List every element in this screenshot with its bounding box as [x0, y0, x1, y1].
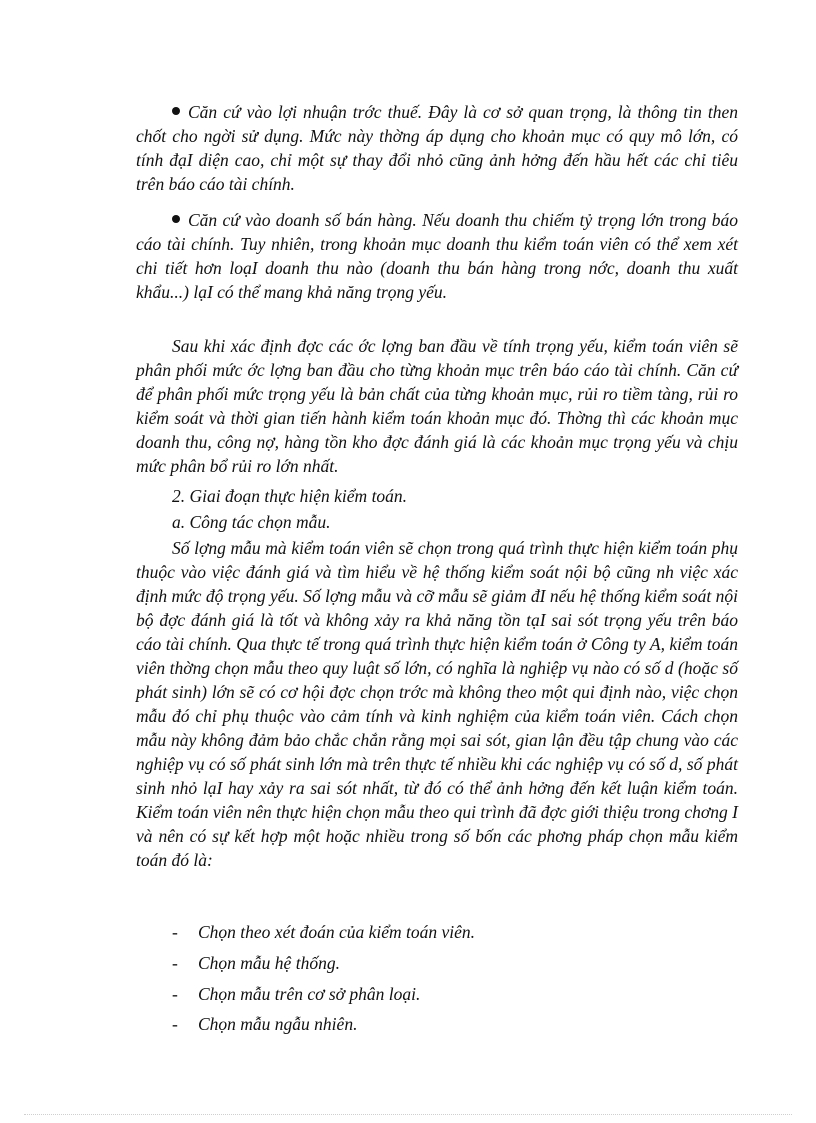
dash-icon: -: [172, 922, 178, 942]
heading-text: 2. Giai đoạn thực hiện kiểm toán.: [172, 486, 408, 506]
method-list-item: [172, 920, 475, 944]
method-text: Chọn mẫu ngẫu nhiên.: [198, 1014, 358, 1034]
method-text: Chọn mẫu hệ thống.: [198, 953, 340, 973]
bullet-text: Căn cứ vào lợi nhuận trớc thuế. Đây là cơ sở quan trọng, là thông tin then chốt cho ngời sử dụng. Mức này thờng áp dụng cho khoản mục có quy mô lớn, có tính đạI diện cao, chỉ một sự thay đổi nhỏ cũng ảnh hởng đến hầu hết các chỉ tiêu trên báo cáo tài chính.: [136, 102, 738, 194]
dash-icon: -: [172, 1014, 178, 1034]
dash-icon: -: [172, 984, 178, 1004]
bullet-item: [136, 208, 738, 304]
bullet-item: [136, 100, 738, 196]
footer-divider: [24, 1114, 792, 1115]
sampling-heading: [136, 510, 738, 534]
sampling-paragraph: [136, 536, 738, 872]
paragraph-text: Sau khi xác định đợc các ớc lợng ban đầu về tính trọng yếu, kiểm toán viên sẽ phân phối mức ớc lợng ban đầu cho từng khoản mục trên báo cáo tài chính. Căn cứ để phân phối mức trọng yếu là bản chất của từng khoản mục, rủi ro tiềm tàng, rủi ro kiểm soát và thời gian tiến hành kiểm toán khoản mục đó. Thờng thì các khoản mục doanh thu, công nợ, hàng tồn kho đợc đánh giá là các khoản mục trọng yếu và chịu mức phân bổ rủi ro lớn nhất.: [136, 336, 738, 476]
bullet-text: Căn cứ vào doanh số bán hàng. Nếu doanh thu chiếm tỷ trọng lớn trong báo cáo tài chính. Tuy nhiên, trong khoản mục doanh thu kiểm toán viên có thể xem xét chi tiết hơn loạI doanh thu nào (doanh thu bán hàng trong nớc, doanh thu xuất khẩu...) lạI có thể mang khả năng trọng yếu.: [136, 210, 738, 302]
method-list-item: [172, 1012, 357, 1036]
bullet-icon: [172, 107, 180, 115]
method-text: Chọn theo xét đoán của kiểm toán viên.: [198, 922, 476, 942]
method-text: Chọn mẫu trên cơ sở phân loại.: [198, 984, 421, 1004]
method-list-item: [172, 982, 420, 1006]
paragraph-text: Số lợng mẫu mà kiểm toán viên sẽ chọn trong quá trình thực hiện kiểm toán phụ thuộc vào việc đánh giá và tìm hiểu về hệ thống kiểm soát nội bộ cũng nh việc xác định mức độ trọng yếu. Số lợng mẫu và cỡ mẫu sẽ giảm đI nếu hệ thống kiểm soát nội bộ đợc đánh giá là tốt và không xảy ra khả năng tồn tạI sai sót trọng yếu trên báo cáo tài chính. Qua thực tế trong quá trình thực hiện kiểm toán ở Công ty A, kiểm toán viên thờng chọn mẫu theo quy luật số lớn, có nghĩa là nghiệp vụ nào có số d (hoặc số phát sinh) lớn sẽ có cơ hội đợc chọn trớc mà không theo một qui định nào, việc chọn mẫu đó chỉ phụ thuộc vào cảm tính và kinh nghiệm của kiểm toán viên. Cách chọn mẫu này không đảm bảo chắc chắn rằng mọi sai sót, gian lận đều tập chung vào các nghiệp vụ có số phát sinh lớn mà trên thực tế nhiều khi các nghiệp vụ có số d, số phát sinh nhỏ lạI hay xảy ra sai sót nhất, từ đó có thể ảnh hởng đến kết luận kiểm toán. Kiểm toán viên nên thực hiện chọn mẫu theo qui trình đã đợc giới thiệu trong chơng I và nên có sự kết hợp một hoặc nhiều trong số bốn các phơng pháp chọn mẫu kiểm toán đó là:: [136, 538, 738, 870]
dash-icon: -: [172, 953, 178, 973]
heading-text: a. Công tác chọn mẫu.: [172, 512, 331, 532]
stage-heading: [136, 484, 738, 508]
method-list-item: [172, 951, 340, 975]
bullet-icon: [172, 215, 180, 223]
allocation-paragraph: [136, 334, 738, 478]
